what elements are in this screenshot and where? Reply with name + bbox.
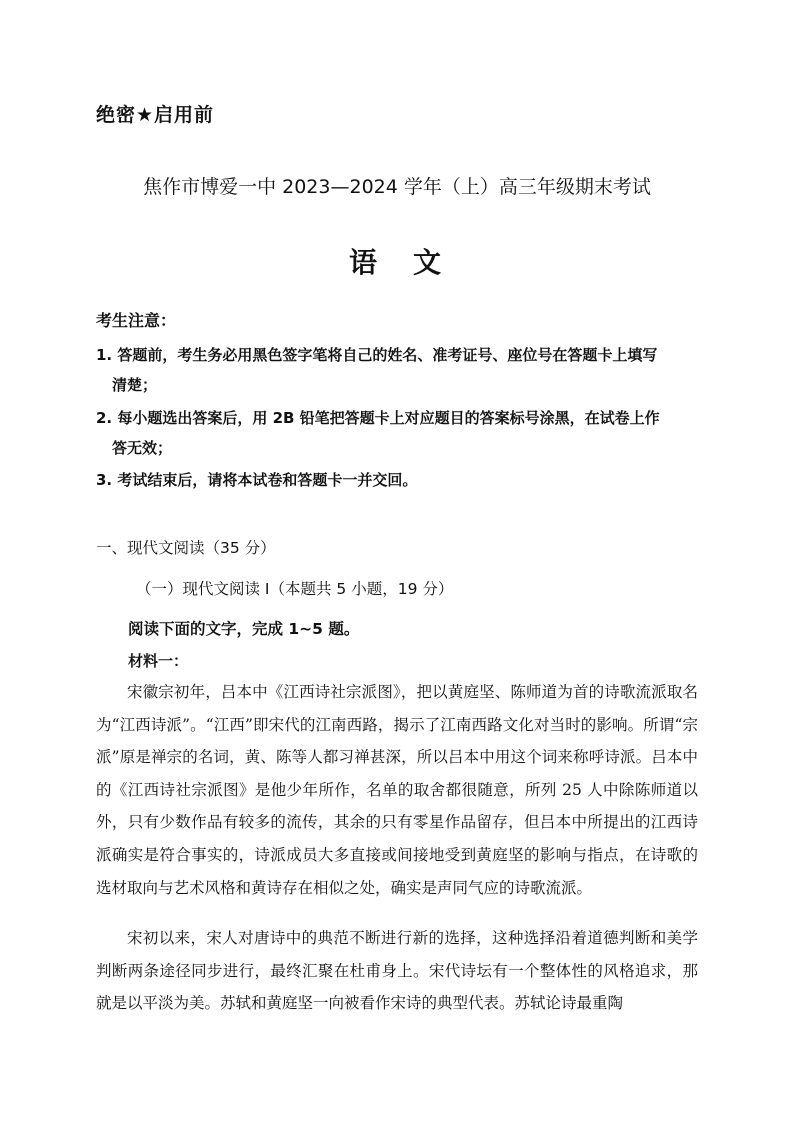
notice-item-2-line1: 2. 每小题选出答案后，用 2B 铅笔把答题卡上对应题目的答案标号涂黑，在试卷上作 bbox=[96, 409, 660, 427]
material-label: 材料一： bbox=[128, 652, 189, 670]
confidential-label: 绝密★启用前 bbox=[96, 104, 215, 126]
reading-instruction: 阅读下面的文字，完成 1~5 题。 bbox=[128, 620, 360, 638]
notice-item-2-line2: 答无效； bbox=[112, 439, 173, 457]
notice-heading: 考生注意： bbox=[96, 311, 177, 330]
notice-item-2 bbox=[96, 403, 706, 463]
notice-item-1-line2: 清楚； bbox=[112, 376, 158, 394]
subject-title: 语 文 bbox=[348, 246, 445, 279]
notice-item-3 bbox=[96, 465, 706, 495]
exam-title: 焦作市博爱一中 2023—2024 学年（上）高三年级期末考试 bbox=[143, 176, 651, 198]
paragraph-2: 宋初以来，宋人对唐诗中的典范不断进行新的选择，这种选择沿着道德判断和美学判断两条途径同步进行，最终汇聚在杜甫身上。宋代诗坛有一个整体性的风格追求，那就是以平淡为美。苏轼和黄庭坚一向被看作宋诗的典型代表。苏轼论诗最重陶 bbox=[96, 929, 698, 1013]
notice-item-1 bbox=[96, 340, 706, 400]
notice-item-1-line1: 1. 答题前，考生务必用黑色签字笔将自己的姓名、准考证号、座位号在答题卡上填写 bbox=[96, 346, 658, 364]
subsection-title: （一）现代文阅读 I（本题共 5 小题，19 分） bbox=[136, 580, 454, 598]
paragraph-1: 宋徽宗初年，吕本中《江西诗社宗派图》，把以黄庭坚、陈师道为首的诗歌流派取名为“江西诗派”。“江西”即宋代的江南西路，揭示了江南西路文化对当时的影响。所谓“宗派”原是禅宗的名词，黄、陈等人都习禅甚深，所以吕本中用这个词来称呼诗派。吕本中的《江西诗社宗派图》是他少年所作，名单的取舍都很随意，所列 25 人中除陈师道以外，只有少数作品有较多的流传，其余的只有零星作品留存，但吕本中所提出的江西诗派确实是符合事实的，诗派成员大多直接或间接地受到黄庭坚的影响与指点，在诗歌的选材取向与艺术风格和黄诗存在相似之处，确实是声同气应的诗歌流派。 bbox=[96, 683, 698, 897]
section-title: 一、现代文阅读（35 分） bbox=[96, 539, 276, 557]
notice-item-3-line1: 3. 考试结束后，请将本试卷和答题卡一并交回。 bbox=[96, 471, 418, 489]
